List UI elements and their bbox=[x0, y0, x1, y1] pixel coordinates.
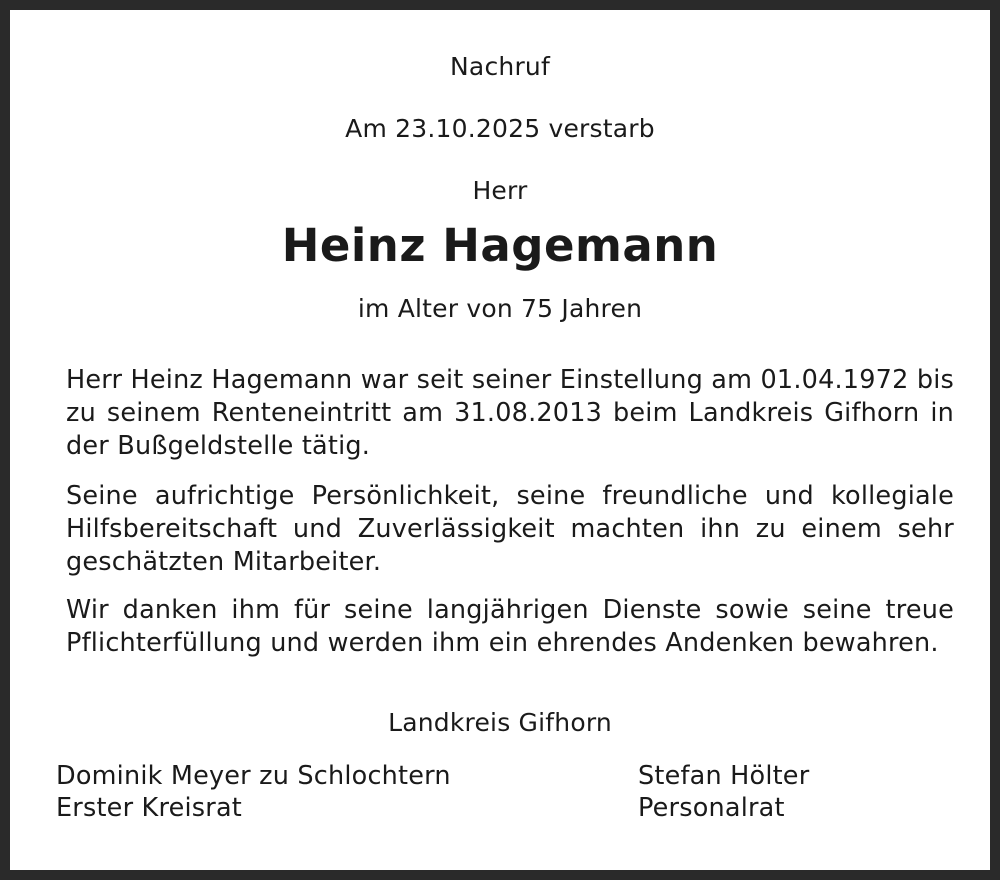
age-line: im Alter von 75 Jahren bbox=[357, 294, 643, 323]
obituary-heading: Nachruf bbox=[450, 52, 550, 81]
death-date-line: Am 23.10.2025 verstarb bbox=[345, 114, 655, 143]
signatory-left bbox=[56, 760, 451, 824]
signatory-title: Personalrat bbox=[638, 793, 785, 823]
paragraph-employment: Herr Heinz Hagemann war seit seiner Einstellung am 01.04.1972 bis zu seinem Renteneintritt am 31.08.2013 beim Landkreis Gifhorn in der Bußgeldstelle tätig. bbox=[66, 365, 954, 461]
paragraph-thanks: Wir danken ihm für seine langjährigen Dienste sowie seine treue Pflichterfüllung und werden ihm ein ehrendes Andenken bewahren. bbox=[66, 595, 954, 658]
signatory-name: Dominik Meyer zu Schlochtern bbox=[56, 761, 451, 791]
salutation: Herr bbox=[472, 176, 528, 205]
paragraph-character: Seine aufrichtige Persönlichkeit, seine freundliche und kollegiale Hilfsbereitschaft und Zuverlässigkeit machten ihn zu einem sehr geschätzten Mitarbeiter. bbox=[66, 481, 954, 577]
organization-name: Landkreis Gifhorn bbox=[388, 708, 612, 737]
signatory-name: Stefan Hölter bbox=[638, 761, 810, 791]
signatory-title: Erster Kreisrat bbox=[56, 793, 242, 823]
deceased-name: Heinz Hagemann bbox=[281, 219, 719, 272]
signatory-right bbox=[638, 760, 809, 824]
